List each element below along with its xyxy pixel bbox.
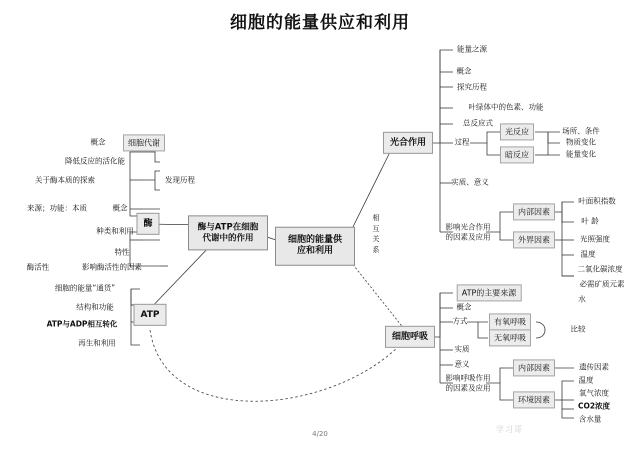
node-dark-reaction[interactable]: 暗反应 <box>500 146 534 163</box>
node-types-and-uses[interactable]: 种类和利用 <box>96 226 134 236</box>
node-resp-co2-concentration[interactable]: CO2浓度 <box>577 401 611 411</box>
node-overall-equation[interactable]: 总反应式 <box>463 118 493 128</box>
node-leaf-area-index[interactable]: 叶面积指数 <box>578 196 616 206</box>
left-root-node[interactable]: 酶与ATP在细胞代谢中的作用 <box>188 215 268 250</box>
node-discovery-history[interactable]: 发现历程 <box>165 175 195 185</box>
enzyme-node[interactable]: 酶 <box>136 213 159 235</box>
respiration-node[interactable]: 细胞呼吸 <box>385 326 435 348</box>
node-comparison[interactable]: 比较 <box>570 324 586 334</box>
node-regeneration-use[interactable]: 再生和利用 <box>78 338 116 348</box>
node-energy-change[interactable]: 能量变化 <box>566 149 596 159</box>
node-ps-process[interactable]: 过程 <box>454 137 470 147</box>
relation-label: 相 互 关 系 <box>372 214 380 254</box>
node-light-intensity[interactable]: 光照强度 <box>580 234 610 244</box>
node-cell-metabolism[interactable]: 细胞代谢 <box>123 134 165 151</box>
node-aerobic-respiration[interactable]: 有氧呼吸 <box>489 313 531 330</box>
node-ps-external-factors[interactable]: 外界因素 <box>513 231 555 248</box>
page-number: 4/20 <box>312 430 328 438</box>
node-concept-enzyme[interactable]: 概念 <box>90 137 106 147</box>
node-water-content[interactable]: 含水量 <box>578 414 602 424</box>
node-atp-main-source[interactable]: ATP的主要来源 <box>457 284 522 301</box>
photosynthesis-node[interactable]: 光合作用 <box>383 132 433 154</box>
node-energy-source[interactable]: 能量之源 <box>457 44 487 54</box>
node-resp-factors[interactable]: 影响呼吸作用的因素及应用 <box>445 373 491 392</box>
node-ps-essence-significance[interactable]: 实质、意义 <box>451 177 489 187</box>
node-ps-exploration[interactable]: 探究历程 <box>457 82 487 92</box>
node-resp-modes[interactable]: 方式 <box>452 316 468 326</box>
node-site-condition[interactable]: 场所、条件 <box>562 126 600 136</box>
node-water[interactable]: 水 <box>578 294 586 304</box>
node-ps-concept[interactable]: 概念 <box>456 66 472 76</box>
center-topic[interactable]: 细胞的能量供应和利用 <box>275 227 355 266</box>
node-anaerobic-respiration[interactable]: 无氧呼吸 <box>489 329 531 346</box>
node-resp-concept[interactable]: 概念 <box>456 302 472 312</box>
node-chloroplast-pigments[interactable]: 叶绿体中的色素、功能 <box>468 102 544 112</box>
node-light-reaction[interactable]: 光反应 <box>500 123 534 140</box>
node-concept-2[interactable]: 概念 <box>112 203 128 213</box>
node-mineral-elements[interactable]: 必需矿质元素 <box>579 279 625 289</box>
node-resp-internal-factors[interactable]: 内部因素 <box>513 359 555 376</box>
node-atp-adp-conversion[interactable]: ATP与ADP相互转化 <box>46 319 118 329</box>
node-ps-temperature[interactable]: 温度 <box>580 249 596 259</box>
node-enzyme-nature-exploration[interactable]: 关于酶本质的探索 <box>35 175 95 185</box>
node-resp-environment-factors[interactable]: 环境因素 <box>513 391 555 408</box>
node-oxygen-concentration[interactable]: 氧气浓度 <box>579 388 609 398</box>
node-source-function-nature[interactable]: 来源；功能：本质 <box>27 203 87 213</box>
page-title: 细胞的能量供应和利用 <box>230 13 410 33</box>
node-leaf-age[interactable]: 叶 龄 <box>581 216 599 226</box>
node-resp-significance[interactable]: 意义 <box>454 359 470 369</box>
node-resp-essence[interactable]: 实质 <box>454 344 470 354</box>
node-structure-function[interactable]: 结构和功能 <box>76 302 114 312</box>
node-properties[interactable]: 特性 <box>114 247 130 257</box>
atp-node[interactable]: ATP <box>133 304 166 326</box>
node-enzyme-activity[interactable]: 酶活性 <box>26 262 50 272</box>
node-ps-internal-factors[interactable]: 内部因素 <box>513 203 555 220</box>
node-enzyme-activity-factors[interactable]: 影响酶活性的因素 <box>82 262 142 272</box>
node-resp-temperature[interactable]: 温度 <box>578 375 594 385</box>
node-material-change[interactable]: 物质变化 <box>566 137 596 147</box>
node-ps-factors[interactable]: 影响光合作用的因素及应用 <box>445 222 491 241</box>
watermark: 学习哥 <box>496 425 523 434</box>
node-lower-activation-energy[interactable]: 降低反应的活化能 <box>65 156 125 166</box>
node-genetic-factor[interactable]: 遗传因素 <box>579 362 609 372</box>
node-energy-currency[interactable]: 细胞的能量“通货” <box>54 283 116 293</box>
node-co2-concentration[interactable]: 二氧化碳浓度 <box>577 264 623 274</box>
